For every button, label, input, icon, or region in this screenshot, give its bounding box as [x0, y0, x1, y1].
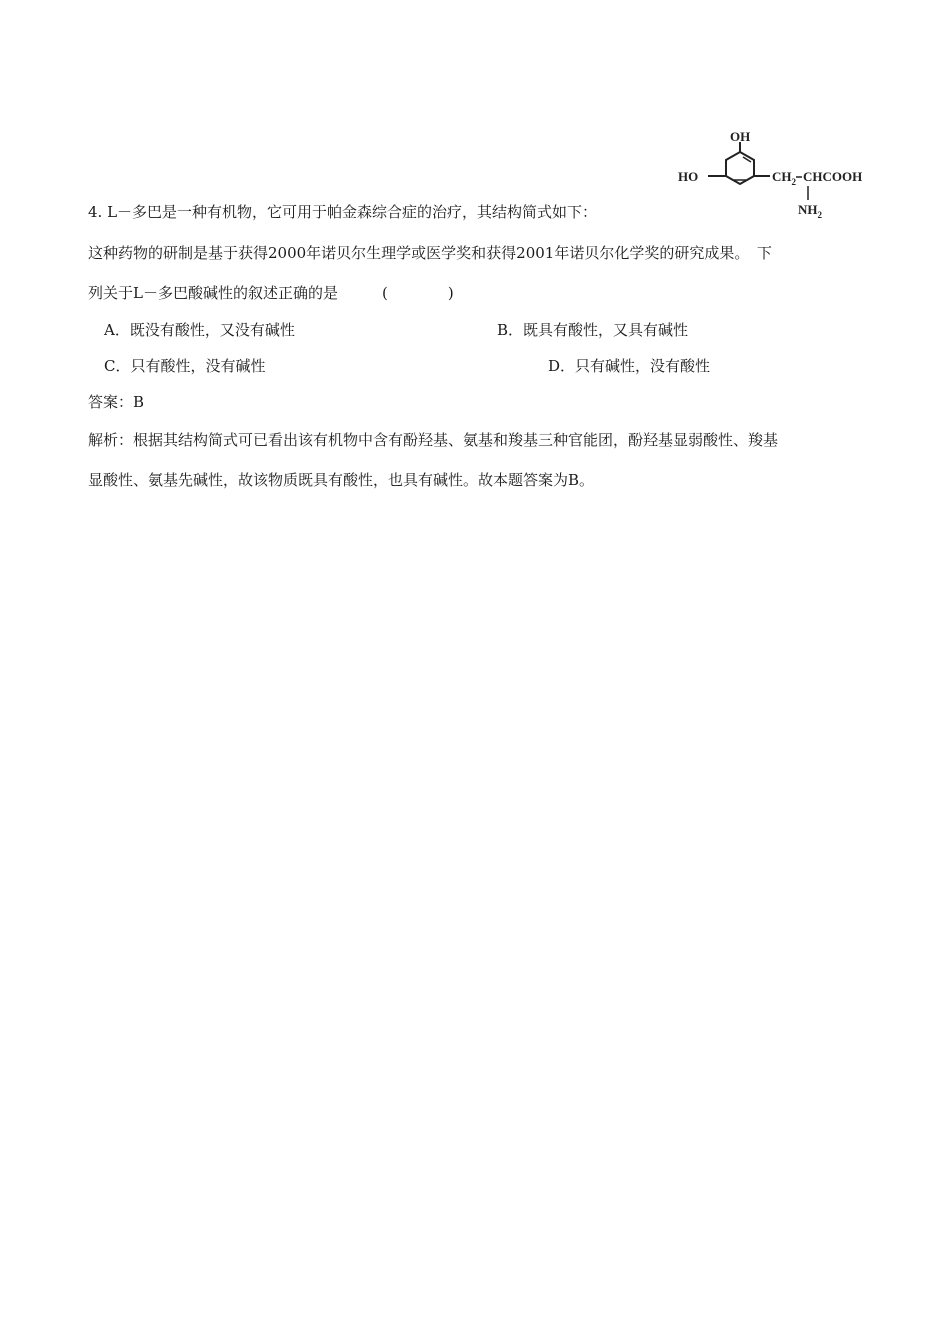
chcooh-label: CHCOOH: [803, 169, 863, 184]
question-line-3: [88, 283, 454, 303]
option-c: C．只有酸性，没有碱性: [104, 357, 266, 375]
answer-paren-open: (: [381, 284, 388, 302]
answer-paren-close: ): [447, 284, 454, 302]
question-line-1: 4. L－多巴是一种有机物，它可用于帕金森综合症的治疗，其结构简式如下：: [88, 203, 598, 221]
question-line-2: 这种药物的研制是基于获得2000年诺贝尔生理学或医学奖和获得2001年诺贝尔化学奖的研究成果。 下: [88, 244, 772, 262]
answer-line: 答案：B: [88, 393, 145, 411]
analysis-line-1: 解析：根据其结构简式可已看出该有机物中含有酚羟基、氨基和羧基三种官能团，酚羟基显弱酸性、羧基: [88, 431, 779, 449]
ho-label: HO: [678, 169, 699, 184]
ch2-label: $CH_2$: [772, 169, 796, 187]
benzene-ring: [726, 152, 754, 184]
option-d: D．只有碱性，没有酸性: [548, 357, 711, 375]
option-b: B．既具有酸性，又具有碱性: [497, 321, 689, 339]
option-a: A．既没有酸性，又没有碱性: [104, 321, 295, 339]
nh2-label: $NH_2$: [798, 202, 822, 220]
analysis-line-2: 显酸性、氨基先碱性，故该物质既具有酸性，也具有碱性。故本题答案为B。: [88, 471, 595, 489]
question-stem: 列关于L－多巴酸碱性的叙述正确的是: [88, 284, 338, 302]
l-dopa-structure-diagram: [672, 120, 872, 224]
oh-label: OH: [730, 129, 751, 144]
